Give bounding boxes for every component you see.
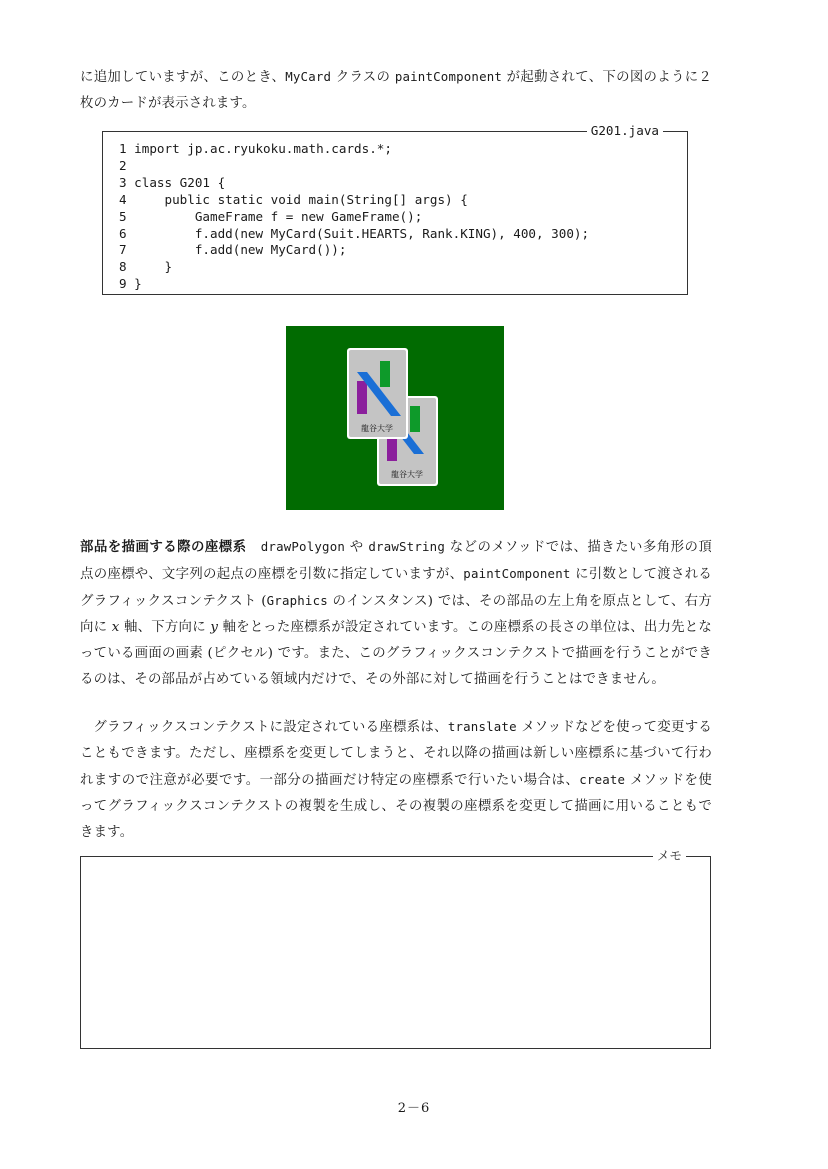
section-heading: 部品を描画する際の座標系 — [80, 540, 247, 555]
intro-code-mycard: MyCard — [285, 69, 332, 84]
paragraph-text: グラフィックスコンテクストに設定されている座標系は、 — [93, 720, 448, 735]
paragraph-text: に引数として渡されるグラフィックスコンテクスト ( — [80, 567, 712, 609]
math-x: x — [111, 620, 120, 635]
paragraph-text: メソッドを使ってグラフィックスコンテクストの複製を生成し、その複製の座標系を変更して描画に用いることもできます。 — [80, 773, 712, 840]
paragraph-text: 軸をとった座標系が設定されています。この座標系の長さの単位は、出力先となっている画面の画素 (ピクセル) です。また、このグラフィックスコンテクストで描画を行うことができるのは、その部品が占めている領域内だけで、その外部に対して描画を行うことはできません。 — [80, 620, 712, 687]
code-create: create — [579, 772, 626, 787]
code-drawpolygon: drawPolygon — [260, 539, 346, 554]
memo-box — [80, 848, 711, 1049]
paragraph-text: や — [345, 540, 369, 555]
page-number: 2－6 — [397, 1101, 431, 1116]
listing-filename: G201.java — [587, 123, 663, 139]
intro-text: に追加していますが、このとき、 — [80, 70, 286, 85]
code-line: 8 } — [119, 259, 173, 275]
section-paragraph-1 — [80, 534, 712, 693]
intro-code-paintcomponent: paintComponent — [394, 69, 503, 84]
card-figure — [286, 326, 504, 510]
card-label: 龍谷大学 — [361, 424, 393, 433]
code-line: 2 — [119, 157, 127, 173]
paragraph-text: メソッドなどを使って変更することもできます。ただし、座標系を変更してしまうと、それ以降の描画は新しい座標系に基づいて行われますので注意が必要です。一部分の描画だけ特定の座標系で行いたい場合は、 — [80, 720, 712, 788]
code-paintcomponent: paintComponent — [463, 566, 571, 581]
memo-title: メモ — [653, 848, 686, 864]
code-graphics: Graphics — [266, 593, 328, 608]
paragraph-text: などのメソッドでは、描きたい多角形の頂点の座標や、文字列の起点の座標を引数に指定していますが、 — [80, 540, 712, 582]
intro-text: クラスの — [331, 70, 395, 85]
code-line: 9 } — [119, 276, 142, 292]
paragraph-text: 軸、下方向に — [119, 620, 211, 635]
code-line: 6 f.add(new MyCard(Suit.HEARTS, Rank.KING), 400, 300); — [119, 225, 590, 241]
code-line: 7 f.add(new MyCard()); — [119, 242, 347, 258]
code-lines — [119, 141, 589, 293]
code-line: 3 class G201 { — [119, 174, 226, 190]
code-listing — [102, 123, 688, 295]
cards-illustration — [286, 326, 504, 510]
paragraph-text: のインスタンス) では、その部品の左上角を原点として、右方向に — [80, 594, 712, 635]
card-default — [347, 348, 408, 439]
code-line: 4 public static void main(String[] args) { — [119, 191, 468, 207]
code-translate: translate — [447, 719, 517, 734]
section-paragraph-2 — [80, 714, 712, 846]
code-drawstring: drawString — [368, 539, 445, 554]
code-line: 1 import jp.ac.ryukoku.math.cards.*; — [119, 141, 392, 156]
intro-text: が起動されて、下の図のように２枚のカードが表示されます。 — [80, 70, 713, 111]
intro-paragraph — [80, 64, 712, 117]
math-y: y — [210, 620, 219, 635]
code-line: 5 GameFrame f = new GameFrame(); — [119, 208, 423, 224]
card-label: 龍谷大学 — [391, 470, 423, 479]
